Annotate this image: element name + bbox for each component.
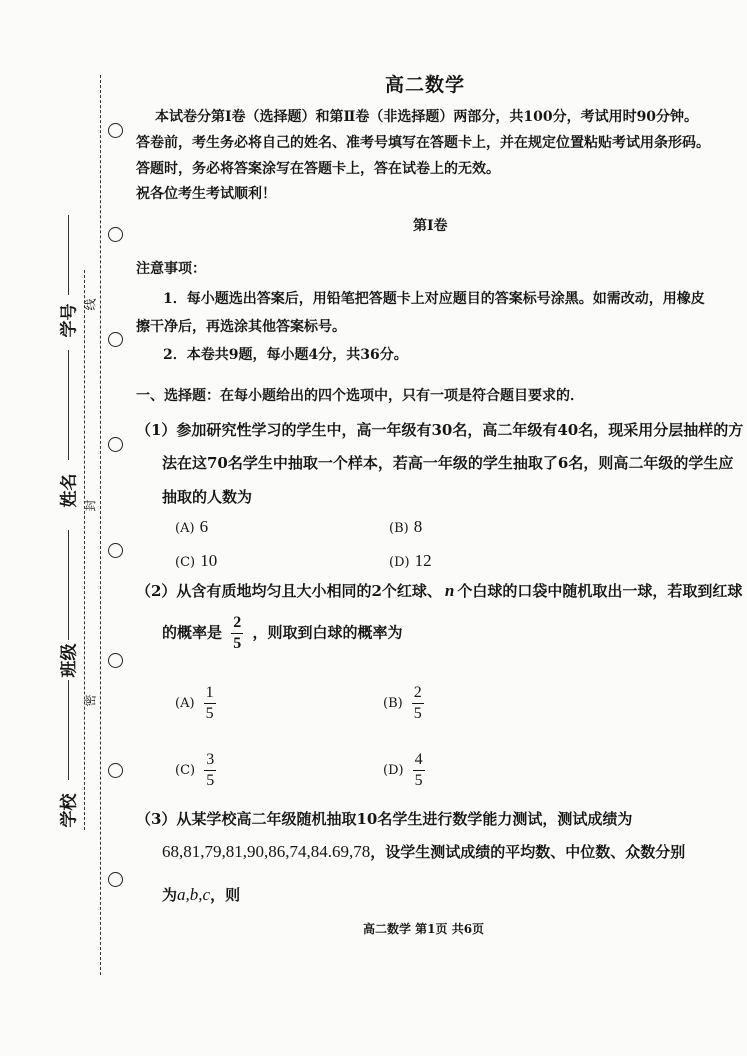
q3-line-1: （3）从某学校高二年级随机抽取10名学生进行数学能力测试，测试成绩为 [136,810,633,828]
binding-dashed-line [84,270,85,830]
option-label: (D) [389,555,410,570]
q2-option-c [175,751,220,790]
fraction-denominator: 5 [414,772,423,789]
q2-line-2 [162,614,403,653]
name-underline [68,350,69,460]
q1-option-d [389,551,432,571]
school-label: 学校 [59,793,80,828]
q2-line-1-a: （2）从含有质地均匀且大小相同的2个红球、 [136,582,442,600]
option-fraction [204,751,216,790]
binding-dashed-line-outer [100,75,101,975]
intro-line-1: 本试卷分第Ⅰ卷（选择题）和第Ⅱ卷（非选择题）两部分，共100分，考试用时90分钟。 [155,109,699,125]
option-value: 12 [414,551,432,570]
binding-hole-icon [108,653,123,668]
q1-line-3: 抽取的人数为 [162,488,253,506]
page-title: 高二数学 [385,74,466,96]
fraction-numerator: 2 [413,684,422,701]
q3-line-3-a: 为 [162,886,178,904]
q1-line-2: 法在这70名学生中抽取一个样本，若高一年级的学生抽取了6名，则高二年级的学生应 [162,454,734,472]
option-value: 8 [413,517,423,536]
seal-text-mi: 密 [83,694,98,707]
option-fraction [413,751,425,790]
option-label: (A) [175,521,195,536]
q2-option-b [383,684,428,723]
binding-hole-icon [108,543,123,558]
q1-option-a [175,517,208,537]
school-underline [68,680,69,780]
option-label: (B) [383,696,403,711]
option-label: (C) [175,555,196,570]
binding-hole-icon [108,123,123,138]
q1-line-1: （1）参加研究性学习的学生中，高一年级有30名，高二年级有40名，现采用分层抽样的方 [136,421,744,439]
seal-text-feng: 封 [83,499,98,512]
option-fraction [204,684,216,723]
q2-line-2-b: ，则取到白球的概率为 [252,623,403,642]
q3-line-3-b: ，则 [210,886,241,904]
fraction-numerator: 1 [205,684,214,701]
name-label: 姓名 [59,473,80,508]
q2-variable-n: n [444,581,455,600]
option-fraction [412,684,424,723]
option-value: 10 [200,551,218,570]
q3-variables: a,b,c [177,885,211,904]
fraction-numerator: 4 [414,751,423,768]
notice-line-2: 擦干净后，再选涂其他答案标号。 [136,319,346,335]
intro-line-3: 答题时，务必将答案涂写在答题卡上，答在试卷上的无效。 [136,161,500,177]
intro-line-2: 答卷前，考生务必将自己的姓名、准考号填写在答题卡上，并在规定位置粘贴考试用条形码。 [136,135,710,151]
binding-hole-icon [108,227,123,242]
part-header: 一、选择题：在每小题给出的四个选项中，只有一项是符合题目要求的． [136,388,584,404]
q2-fraction [231,614,243,653]
option-label: (B) [389,521,409,536]
q3-line-2 [162,841,685,862]
student-id-label: 学号 [59,303,80,338]
intro-line-4: 祝各位考生考试顺利！ [136,186,276,202]
class-underline [68,530,69,640]
option-label: (C) [175,763,196,778]
fraction-denominator: 5 [206,772,215,789]
notice-header: 注意事项： [136,261,206,277]
q2-line-1 [136,580,742,601]
q1-option-b [389,517,422,537]
q2-option-a [175,684,220,723]
student-id-underline [68,215,69,295]
class-label: 班级 [59,643,80,678]
page-footer: 高二数学 第1页 共6页 [363,922,485,936]
binding-hole-icon [108,872,123,887]
fraction-denominator: 5 [205,705,214,722]
q2-line-2-a: 的概率是 [162,623,223,642]
q2-option-d [383,751,429,790]
q3-scores: 68,81,79,81,90,86,74,84.69,78 [162,842,371,861]
q3-line-2-b: ，设学生测试成绩的平均数、中位数、众数分别 [370,843,686,861]
fraction-numerator: 3 [206,751,215,768]
binding-hole-icon [108,332,123,347]
fraction-denominator: 5 [413,705,422,722]
fraction-numerator: 2 [233,614,242,631]
binding-hole-icon [108,763,123,778]
seal-text-xian: 线 [83,298,98,311]
q3-line-3 [162,884,240,905]
binding-hole-icon [108,437,123,452]
notice-line-3: 2．本卷共9题，每小题4分，共36分。 [163,347,408,363]
q2-line-1-b: 个白球的口袋中随机取出一球，若取到红球 [457,582,743,600]
notice-line-1: 1．每小题选出答案后，用铅笔把答题卡上对应题目的答案标号涂黑。如需改动，用橡皮 [163,291,705,307]
option-value: 6 [199,517,209,536]
option-label: (A) [175,696,195,711]
fraction-denominator: 5 [233,635,242,652]
option-label: (D) [383,763,404,778]
section-title: 第Ⅰ卷 [413,218,448,234]
q1-option-c [175,551,217,571]
